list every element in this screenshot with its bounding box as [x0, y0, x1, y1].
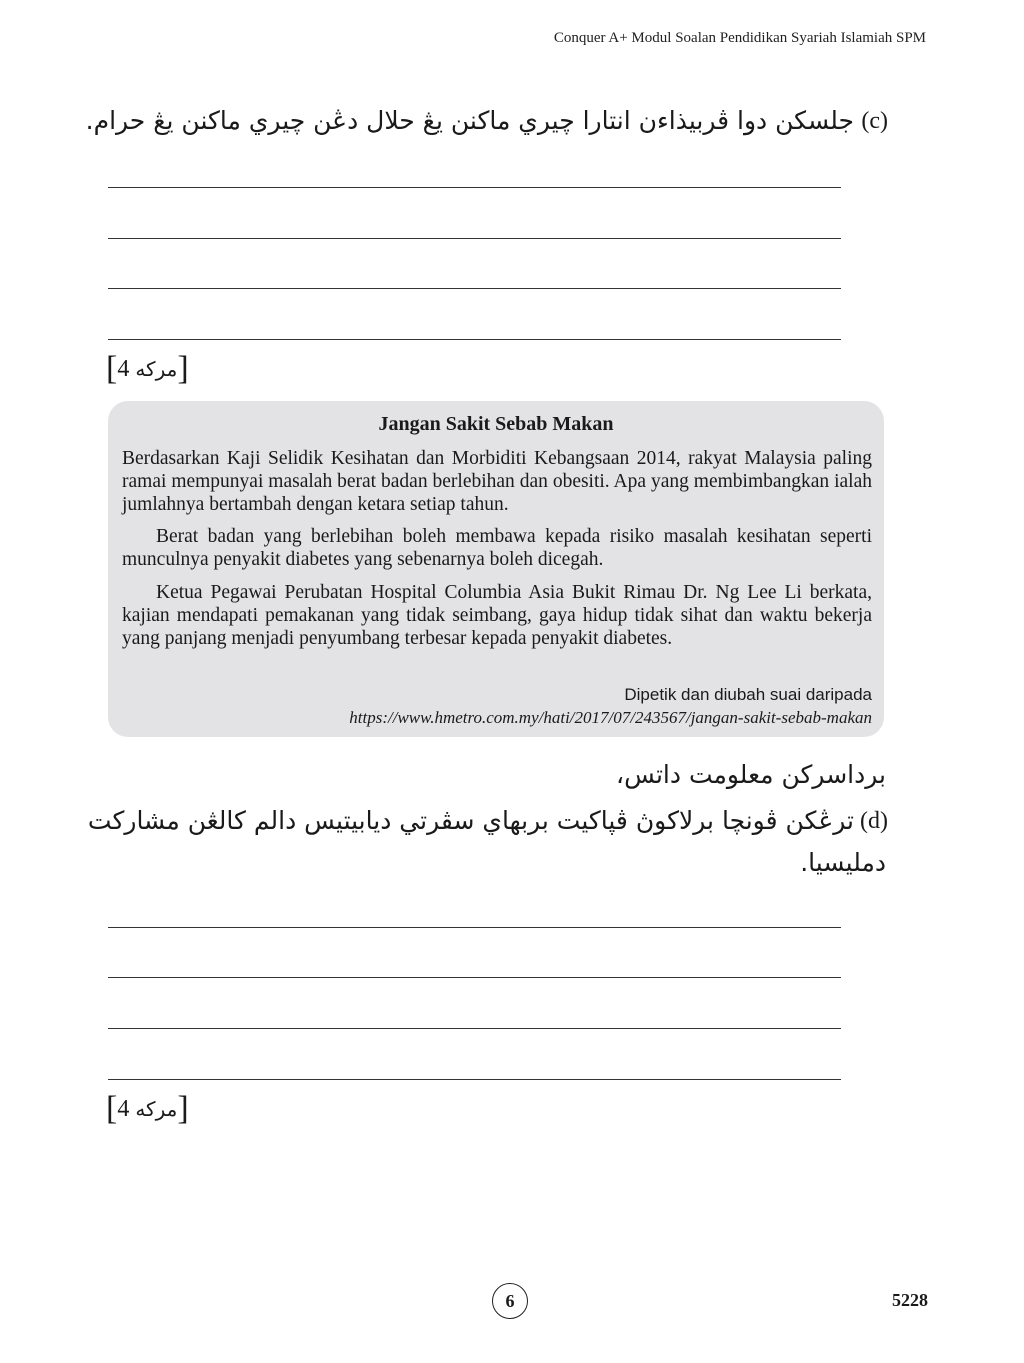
answer-line	[108, 187, 841, 188]
marks-d: [4 مركه]	[106, 1090, 189, 1127]
answer-line	[108, 288, 841, 289]
answer-line	[108, 977, 841, 978]
question-d-label: (d)	[860, 808, 888, 834]
question-c-label: (c)	[861, 108, 888, 134]
paper-code: 5228	[892, 1290, 928, 1310]
marks-number: 4	[117, 356, 130, 382]
question-d-text-line2: دمليسيا.	[800, 848, 886, 877]
article-paragraph-3: Ketua Pegawai Perubatan Hospital Columbia Asia Bukit Rimau Dr. Ng Lee Li berkata, kajian mendapati pemakanan yang tidak seimbang, gaya hidup tidak sihat dan waktu bekerja yang panjang menjadi penyumbang terbesar kepada penyakit diabetes.	[122, 582, 872, 649]
article-paragraph-1: Berdasarkan Kaji Selidik Kesihatan dan Morbiditi Kebangsaan 2014, rakyat Malaysia paling ramai mempunyai masalah berat badan berlebihan dan obesiti. Apa yang membimbangkan ialah jumlahnya bertambah dengan ketara setiap tahun.	[122, 448, 872, 515]
answer-line	[108, 1079, 841, 1080]
intro-text: برداسركن معلومت د​اتس،	[616, 760, 886, 789]
article-paragraph-2: Berat badan yang berlebihan boleh membawa kepada risiko masalah kesihatan seperti munculnya penyakit diabetes yang sebenarnya boleh dicegah.	[122, 526, 872, 570]
marks-c: [4 مركه]	[106, 350, 189, 387]
marks-number: 4	[117, 1096, 130, 1122]
source-label: Dipetik dan diubah suai daripada	[624, 685, 872, 704]
question-d-text-line1: ترڠكن ڤونچا برلاكوڽ ڤڽاكيت بربهاي سڤرتي ديابيتيس دالم كالڠن مشاركت	[87, 806, 854, 835]
page-header: Conquer A+ Modul Soalan Pendidikan Syariah Islamiah SPM	[553, 30, 926, 46]
marks-word: مركه	[135, 357, 178, 381]
article-title: Jangan Sakit Sebab Makan	[378, 413, 614, 435]
question-c-text: جلسكن دوا ڤربيذاءن انتارا چيري ماكنن يڠ حلال دڠن چيري ماكنن يڠ حرام.	[85, 106, 854, 135]
answer-line	[108, 927, 841, 928]
page-number: 6	[492, 1283, 528, 1319]
article-box	[108, 401, 884, 737]
answer-line	[108, 1028, 841, 1029]
source-url: https://www.hmetro.com.my/hati/2017/07/243567/jangan-sakit-sebab-makan	[349, 708, 872, 727]
answer-line	[108, 339, 841, 340]
marks-word: مركه	[135, 1097, 178, 1121]
answer-line	[108, 238, 841, 239]
